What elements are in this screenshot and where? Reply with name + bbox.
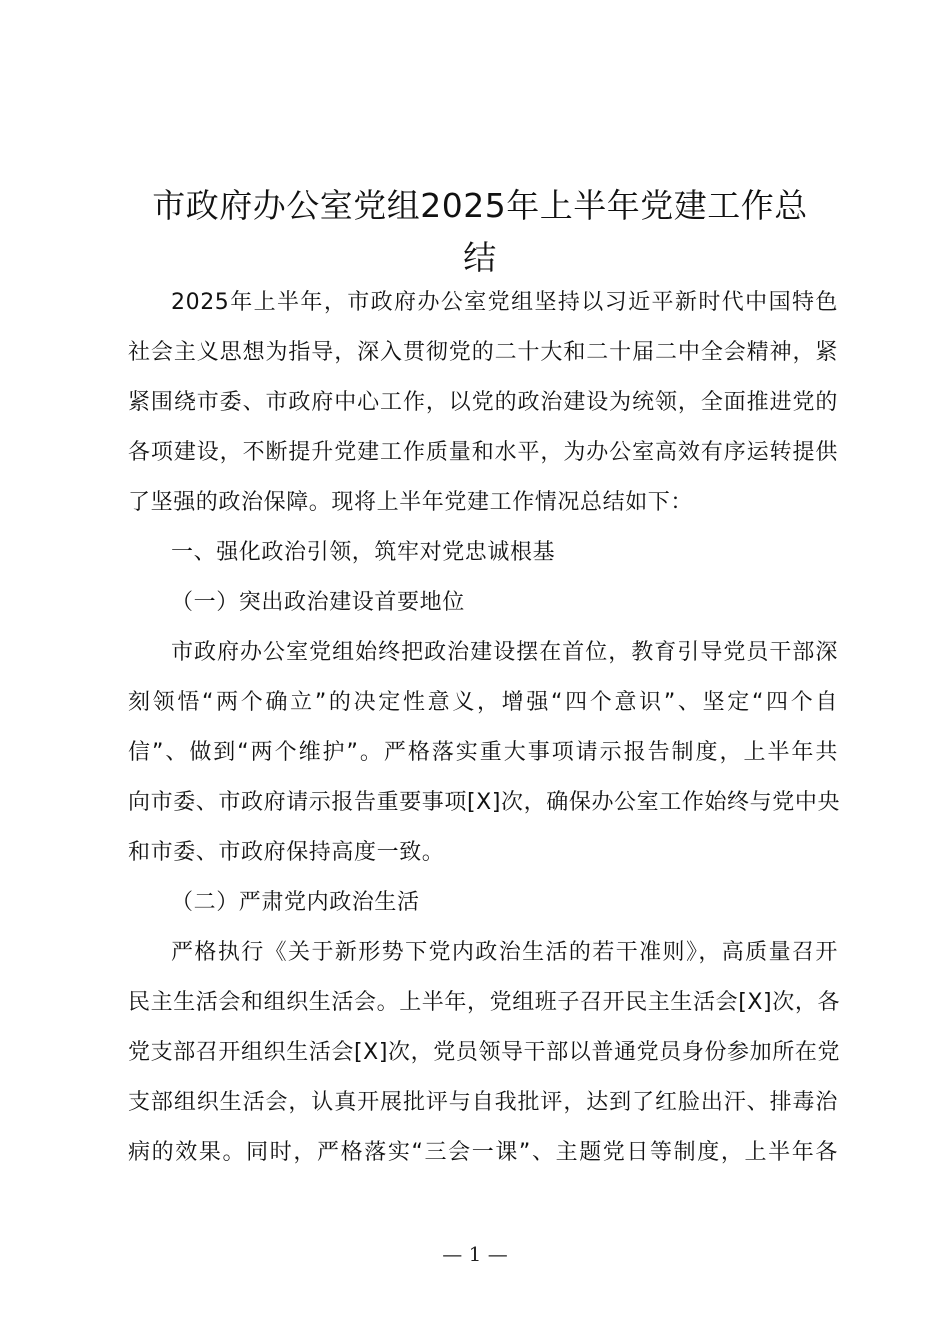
subsection-2-line-2: 民主生活会和组织生活会。上半年，党组班子召开民主生活会[X]次，各 <box>128 990 841 1015</box>
section-1-heading: 一、强化政治引领，筑牢对党忠诚根基 <box>171 540 556 565</box>
subsection-2-line-4: 支部组织生活会，认真开展批评与自我批评，达到了红脸出汗、排毒治 <box>128 1090 838 1115</box>
subsection-1-line-5: 和市委、市政府保持高度一致。 <box>128 840 445 865</box>
intro-line-1: 2025年上半年，市政府办公室党组坚持以习近平新时代中国特色 <box>171 290 838 315</box>
subsection-2-line-1: 严格执行《关于新形势下党内政治生活的若干准则》，高质量召开 <box>171 940 838 965</box>
subsection-2-line-3: 党支部召开组织生活会[X]次，党员领导干部以普通党员身份参加所在党 <box>128 1040 841 1065</box>
subsection-1-line-2: 刻领悟“两个确立”的决定性意义，增强“四个意识”、坚定“四个自 <box>128 690 838 715</box>
page-number: — 1 — <box>442 1242 508 1266</box>
subsection-1-line-4: 向市委、市政府请示报告重要事项[X]次，确保办公室工作始终与党中央 <box>128 790 841 815</box>
subsection-2-line-5: 病的效果。同时，严格落实“三会一课”、主题党日等制度，上半年各 <box>128 1140 838 1165</box>
subsection-2-heading: （二）严肃党内政治生活 <box>171 890 420 915</box>
intro-line-2: 社会主义思想为指导，深入贯彻党的二十大和二十届二中全会精神，紧 <box>128 340 838 365</box>
subsection-1-line-1: 市政府办公室党组始终把政治建设摆在首位，教育引导党员干部深 <box>171 640 838 665</box>
intro-line-3: 紧围绕市委、市政府中心工作，以党的政治建设为统领，全面推进党的 <box>128 390 838 415</box>
intro-line-5: 了坚强的政治保障。现将上半年党建工作情况总结如下： <box>128 490 694 515</box>
subsection-1-heading: （一）突出政治建设首要地位 <box>171 590 465 615</box>
subsection-1-line-3: 信”、做到“两个维护”。严格落实重大事项请示报告制度，上半年共 <box>128 740 838 765</box>
document-title-line-2: 结 <box>463 238 497 277</box>
document-title-line-1: 市政府办公室党组2025年上半年党建工作总 <box>152 186 808 225</box>
intro-line-4: 各项建设，不断提升党建工作质量和水平，为办公室高效有序运转提供 <box>128 440 838 465</box>
